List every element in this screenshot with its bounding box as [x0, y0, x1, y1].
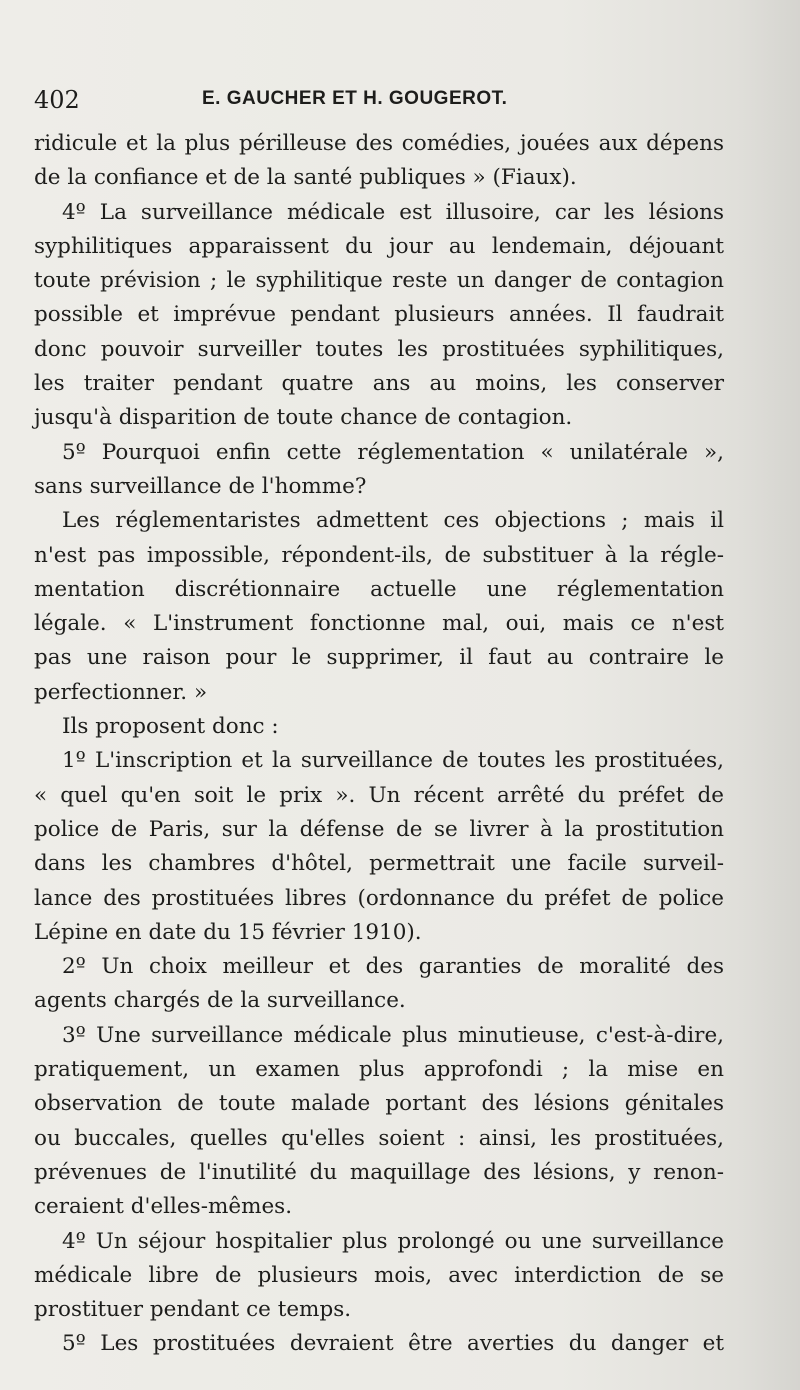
text-line: ou buccales, quelles qu'elles soient : ainsi, les prostituées, — [34, 1125, 724, 1151]
text-line: toute prévision ; le syphilitique reste un danger de contagion — [34, 268, 724, 294]
text-line: Ils proposent donc : — [62, 714, 279, 740]
text-line: observation de toute malade portant des lésions génitales — [34, 1091, 724, 1117]
text-line: police de Paris, sur la défense de se livrer à la prostitution — [34, 816, 724, 842]
text-line: jusqu'à disparition de toute chance de contagion. — [34, 405, 573, 431]
text-line: 2º Un choix meilleur et des garanties de moralité des — [62, 954, 724, 980]
text-line: de la confiance et de la santé publiques » (Fiaux). — [34, 165, 577, 191]
page-number: 402 — [34, 86, 80, 114]
text-line: syphilitiques apparaissent du jour au lendemain, déjouant — [34, 233, 724, 259]
text-line: 3º Une surveillance médicale plus minutieuse, c'est-à-dire, — [62, 1022, 724, 1048]
text-line: mentation discrétionnaire actuelle une réglementation — [34, 576, 724, 602]
text-line: Les réglementaristes admettent ces objections ; mais il — [62, 508, 724, 534]
text-line: pas une raison pour le supprimer, il faut au contraire le — [34, 645, 724, 671]
text-line: 4º La surveillance médicale est illusoire, car les lésions — [62, 199, 724, 225]
text-line: 5º Pourquoi enfin cette réglementation « unilatérale », — [62, 439, 724, 465]
text-line: perfectionner. » — [34, 679, 208, 705]
text-line: ceraient d'elles-mêmes. — [34, 1194, 293, 1220]
body-text — [34, 127, 724, 1362]
text-line: prévenues de l'inutilité du maquillage des lésions, y renon- — [34, 1159, 724, 1185]
running-title: E. GAUCHER ET H. GOUGEROT. — [202, 88, 508, 109]
text-line: les traiter pendant quatre ans au moins, les conserver — [34, 371, 724, 397]
text-line: n'est pas impossible, répondent-ils, de substituer à la régle- — [34, 542, 724, 568]
text-line: possible et imprévue pendant plusieurs années. Il faudrait — [34, 302, 724, 328]
text-line: dans les chambres d'hôtel, permettrait une facile surveil- — [34, 851, 724, 877]
text-line: « quel qu'en soit le prix ». Un récent arrêté du préfet de — [34, 782, 724, 808]
text-line: 5º Les prostituées devraient être averties du danger et — [62, 1331, 724, 1357]
page-header — [34, 86, 734, 118]
text-line: pratiquement, un examen plus approfondi ; la mise en — [34, 1057, 724, 1083]
text-line: lance des prostituées libres (ordonnance du préfet de police — [34, 885, 724, 911]
text-line: sans surveillance de l'homme? — [34, 473, 367, 499]
text-line: 1º L'inscription et la surveillance de toutes les prostituées, — [62, 748, 724, 774]
text-line: ridicule et la plus périlleuse des comédies, jouées aux dépens — [34, 131, 724, 156]
text-line: prostituer pendant ce temps. — [34, 1297, 352, 1323]
text-line: donc pouvoir surveiller toutes les prostituées syphilitiques, — [34, 336, 724, 362]
text-line: agents chargés de la surveillance. — [34, 988, 406, 1014]
text-line: Lépine en date du 15 février 1910). — [34, 919, 422, 945]
text-line: 4º Un séjour hospitalier plus prolongé ou une surveillance — [62, 1228, 724, 1254]
text-line: légale. « L'instrument fonctionne mal, oui, mais ce n'est — [34, 611, 724, 637]
text-line: médicale libre de plusieurs mois, avec interdiction de se — [34, 1262, 724, 1288]
